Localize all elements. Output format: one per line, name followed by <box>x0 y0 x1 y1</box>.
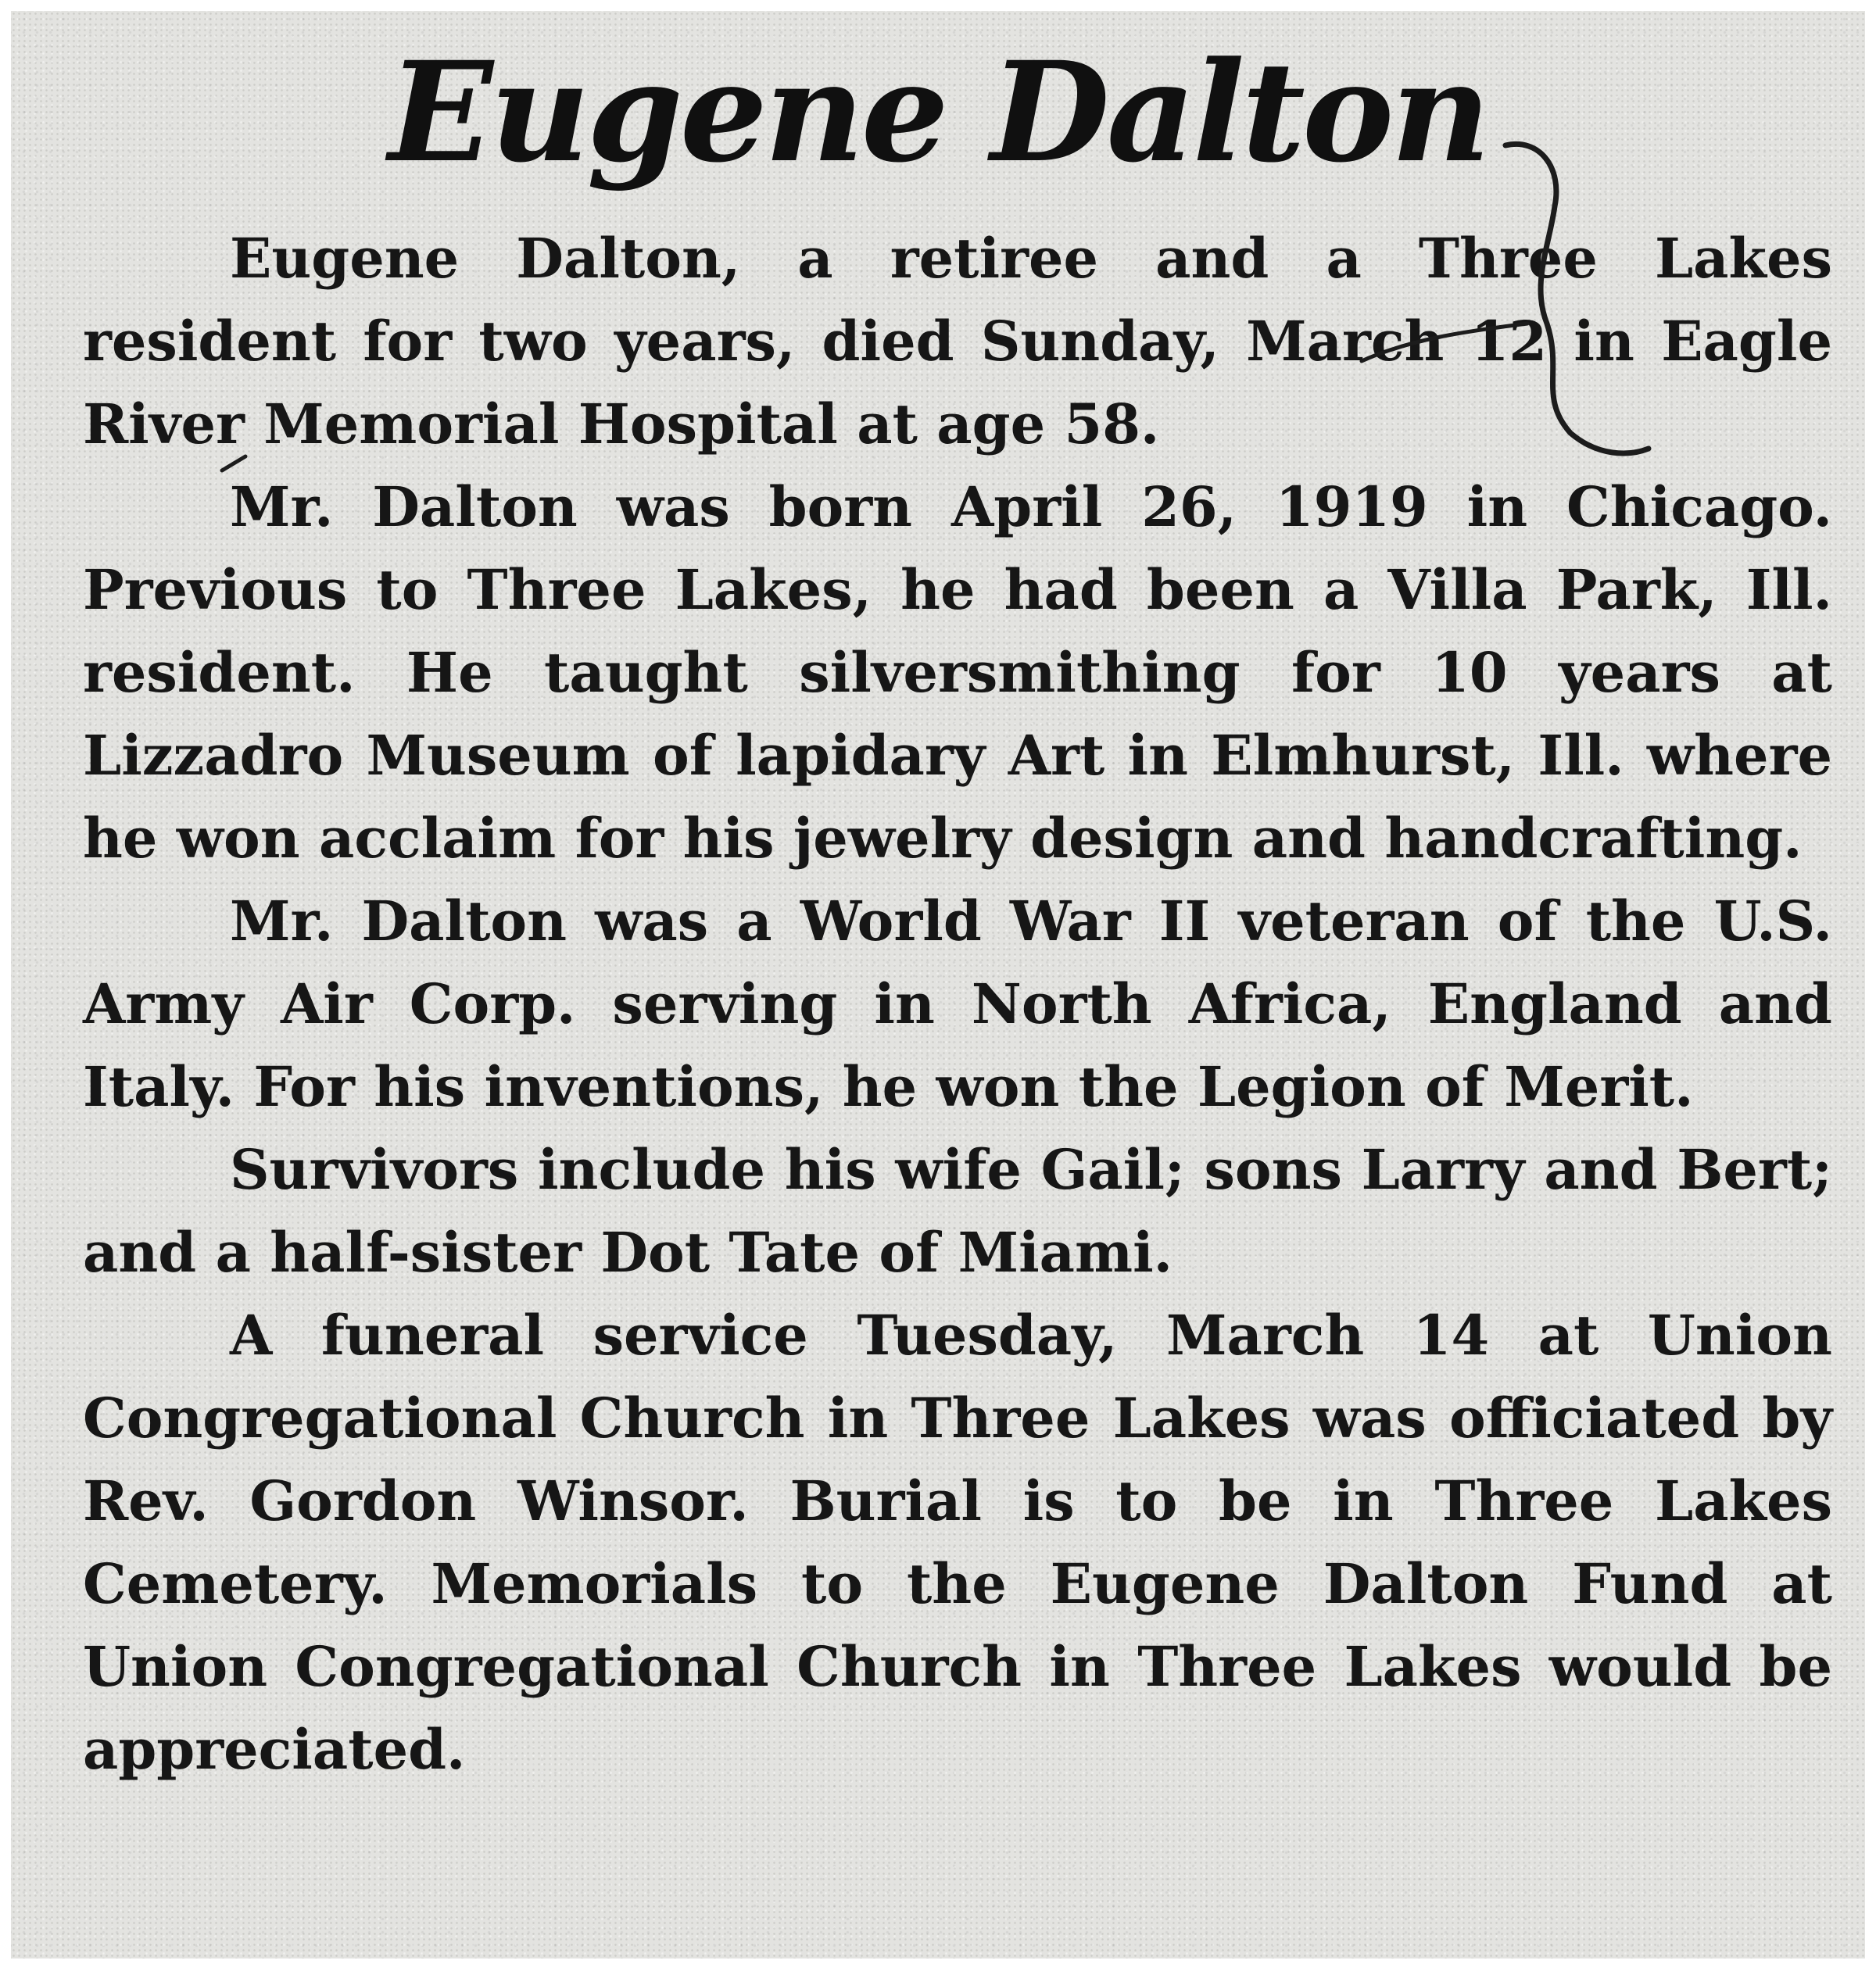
paragraph-military-service: Mr. Dalton was a World War II veteran of the U.S. Army Air Corp. serving in North Africa, England and Italy. For his inventions, he won the Legion of Merit. <box>83 889 1832 1119</box>
newspaper-clipping <box>11 11 1865 1958</box>
obituary-body <box>83 217 1832 1791</box>
obituary-headline: Eugene Dalton <box>388 31 1488 193</box>
paragraph-biography: Mr. Dalton was born April 26, 1919 in Chicago. Previous to Three Lakes, he had been a Villa Park, Ill. resident. He taught silversmithing for 10 years at Lizzadro Museum of lapidary Art in Elmhurst, Ill. where he won acclaim for his jewelry design and handcrafting. <box>83 474 1832 871</box>
paragraph-death-notice: Eugene Dalton, a retiree and a Three Lakes resident for two years, died Sunday, March 12 in Eagle River Memorial Hospital at age 58. <box>83 226 1832 456</box>
paragraph-funeral-service: A funeral service Tuesday, March 14 at Union Congregational Church in Three Lakes was officiated by Rev. Gordon Winsor. Burial is to be in Three Lakes Cemetery. Memorials to the Eugene Dalton Fund at Union Congregational Church in Three Lakes would be appreciated. <box>83 1303 1832 1782</box>
paragraph-survivors: Survivors include his wife Gail; sons Larry and Bert; and a half-sister Dot Tate of Miami. <box>83 1137 1832 1285</box>
